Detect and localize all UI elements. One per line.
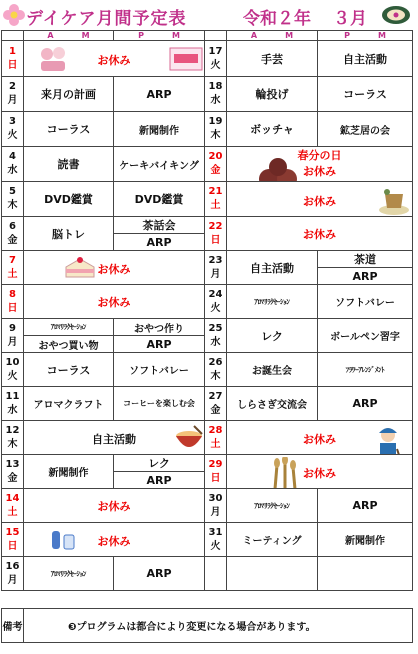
day-21-allday: お休み xyxy=(227,182,413,217)
day-16-pm: ARP xyxy=(114,557,205,591)
day-18-am: 輪投げ xyxy=(227,77,318,112)
day-31-am: ミーティング xyxy=(227,523,318,557)
day-cell: 8 日 xyxy=(2,285,24,319)
day-9-am1: ｱﾛﾏﾘﾗｸｾｰｼｮﾝ xyxy=(24,319,114,336)
day-cell: 27 金 xyxy=(205,387,227,421)
schedule-table xyxy=(1,30,413,643)
day-23-pm1: 茶道 xyxy=(318,251,413,268)
day-6-am: 脳トレ xyxy=(24,217,114,251)
day-cell: 26 木 xyxy=(205,353,227,387)
day-28-allday: お休み xyxy=(227,421,413,455)
day-cell: 19 木 xyxy=(205,112,227,147)
empty-cell xyxy=(227,557,318,591)
day-25-am: レク xyxy=(227,319,318,353)
day-cell: 21 土 xyxy=(205,182,227,217)
tsukushi-icon xyxy=(267,457,303,489)
day-30-pm: ARP xyxy=(318,489,413,523)
day-4-am: 読書 xyxy=(24,147,114,182)
day-5-am: DVD鑑賞 xyxy=(24,182,114,217)
day-5-pm: DVD鑑賞 xyxy=(114,182,205,217)
day-29-allday: お休み xyxy=(227,455,413,489)
col-header: M xyxy=(81,31,90,40)
day-cell: 22 日 xyxy=(205,217,227,251)
day-23-am: 自主活動 xyxy=(227,251,318,285)
day-13-am: 新聞制作 xyxy=(24,455,114,489)
day-cell: 28 土 xyxy=(205,421,227,455)
day-3-am: コーラス xyxy=(24,112,114,147)
day-23-pm2: ARP xyxy=(318,268,413,285)
day-2-pm: ARP xyxy=(114,77,205,112)
day-26-am: お誕生会 xyxy=(227,353,318,387)
day-3-pm: 新聞制作 xyxy=(114,112,205,147)
day-31-pm: 新聞制作 xyxy=(318,523,413,557)
day-22-allday: お休み xyxy=(227,217,413,251)
column-header-row xyxy=(2,31,413,41)
day-cell: 17 火 xyxy=(205,41,227,77)
day-cell: 4 水 xyxy=(2,147,24,182)
hina-doll-icon xyxy=(38,45,68,73)
page-title: デイケア月間予定表 xyxy=(26,9,187,29)
day-19-am: ボッチャ xyxy=(227,112,318,147)
day-18-pm: コーラス xyxy=(318,77,413,112)
teacup-icon xyxy=(377,186,411,216)
day-30-am: ｱﾛﾏﾘﾗｸｾｰｼｮﾝ xyxy=(227,489,318,523)
ohagi-plate-icon xyxy=(253,149,305,182)
col-header: M xyxy=(285,31,294,40)
day-19-pm: 鉱芝居の会 xyxy=(318,112,413,147)
cake-icon xyxy=(64,255,96,283)
day-cell: 12 木 xyxy=(2,421,24,455)
day-cell: 15 日 xyxy=(2,523,24,557)
day-9-pm2: ARP xyxy=(114,336,205,353)
day-13-pm1: レク xyxy=(114,455,205,472)
col-header: A xyxy=(47,31,54,40)
remarks-label: 備考 xyxy=(2,609,24,643)
day-8-allday: お休み xyxy=(24,285,205,319)
day-12-allday: 自主活動 xyxy=(24,421,205,455)
day-17-pm: 自主活動 xyxy=(318,41,413,77)
day-27-pm: ARP xyxy=(318,387,413,421)
day-17-am: 手芸 xyxy=(227,41,318,77)
col-header: P xyxy=(138,31,144,40)
day-cell: 13 金 xyxy=(2,455,24,489)
day-cell: 5 木 xyxy=(2,182,24,217)
day-9-pm1: おやつ作り xyxy=(114,319,205,336)
day-24-pm: ソフトバレー xyxy=(318,285,413,319)
day-cell: 24 火 xyxy=(205,285,227,319)
day-cell: 1 日 xyxy=(2,41,24,77)
dango-icon xyxy=(381,5,411,25)
day-10-pm: ソフトバレー xyxy=(114,353,205,387)
day-cell: 16 月 xyxy=(2,557,24,591)
day-cell: 10 火 xyxy=(2,353,24,387)
day-cell: 7 土 xyxy=(2,251,24,285)
day-cell: 11 水 xyxy=(2,387,24,421)
era-year: 令和２年 xyxy=(243,9,311,29)
day-25-pm: ボールペン習字 xyxy=(318,319,413,353)
day-10-am: コーラス xyxy=(24,353,114,387)
day-13-pm2: ARP xyxy=(114,472,205,489)
col-header: A xyxy=(250,31,258,40)
day-11-am: アロマクラフト xyxy=(24,387,114,421)
day-6-pm2: ARP xyxy=(114,234,205,251)
day-27-am: しらさぎ交流会 xyxy=(227,387,318,421)
day-cell: 6 金 xyxy=(2,217,24,251)
day-20-allday xyxy=(227,147,413,182)
empty-cell xyxy=(205,557,227,591)
day-26-pm: ﾌﾗﾜｰｱﾚﾝｼﾞﾒﾝﾄ xyxy=(318,353,413,387)
remarks-note: ❸プログラムは都合により変更になる場合があります。 xyxy=(24,609,413,643)
col-header: M xyxy=(171,31,180,40)
day-cell: 3 火 xyxy=(2,112,24,147)
ramen-bowl-icon xyxy=(174,424,204,452)
hinamatsuri-sign-icon xyxy=(169,47,203,71)
day-cell: 31 火 xyxy=(205,523,227,557)
day-cell: 18 水 xyxy=(205,77,227,112)
month: ３月 xyxy=(333,9,367,29)
day-16-am: ｱﾛﾏﾘﾗｸｾｰｼｮﾝ xyxy=(24,557,114,591)
day-cell: 30 月 xyxy=(205,489,227,523)
day-cell: 20 金 xyxy=(205,147,227,182)
day-14-allday: お休み xyxy=(24,489,205,523)
gateball-player-icon xyxy=(367,425,409,455)
day-cell: 25 水 xyxy=(205,319,227,353)
day-cell: 2 月 xyxy=(2,77,24,112)
day-7-allday: お休み xyxy=(24,251,205,285)
flower-icon xyxy=(2,3,26,27)
day-6-pm1: 茶話会 xyxy=(114,217,205,234)
day-cell: 14 土 xyxy=(2,489,24,523)
day-4-pm: ケーキバイキング xyxy=(114,147,205,182)
empty-cell xyxy=(318,557,413,591)
header xyxy=(0,0,418,30)
day-cell: 9 月 xyxy=(2,319,24,353)
pill-medicine-icon xyxy=(48,529,78,553)
day-15-allday: お休み xyxy=(24,523,205,557)
day-2-am: 来月の計画 xyxy=(24,77,114,112)
day-11-pm: コーヒーを楽しむ会 xyxy=(114,387,205,421)
day-cell: 29 日 xyxy=(205,455,227,489)
col-header: P xyxy=(344,31,350,40)
day-cell: 23 月 xyxy=(205,251,227,285)
holiday-note: 春分の日 xyxy=(297,149,342,162)
day-20-rest: お休み xyxy=(303,165,336,178)
day-1-allday: お休み xyxy=(24,41,205,77)
day-9-am2: おやつ買い物 xyxy=(24,336,114,353)
col-header: M xyxy=(377,31,386,40)
day-24-am: ｱﾛﾏﾘﾗｸｾｰｼｮﾝ xyxy=(227,285,318,319)
